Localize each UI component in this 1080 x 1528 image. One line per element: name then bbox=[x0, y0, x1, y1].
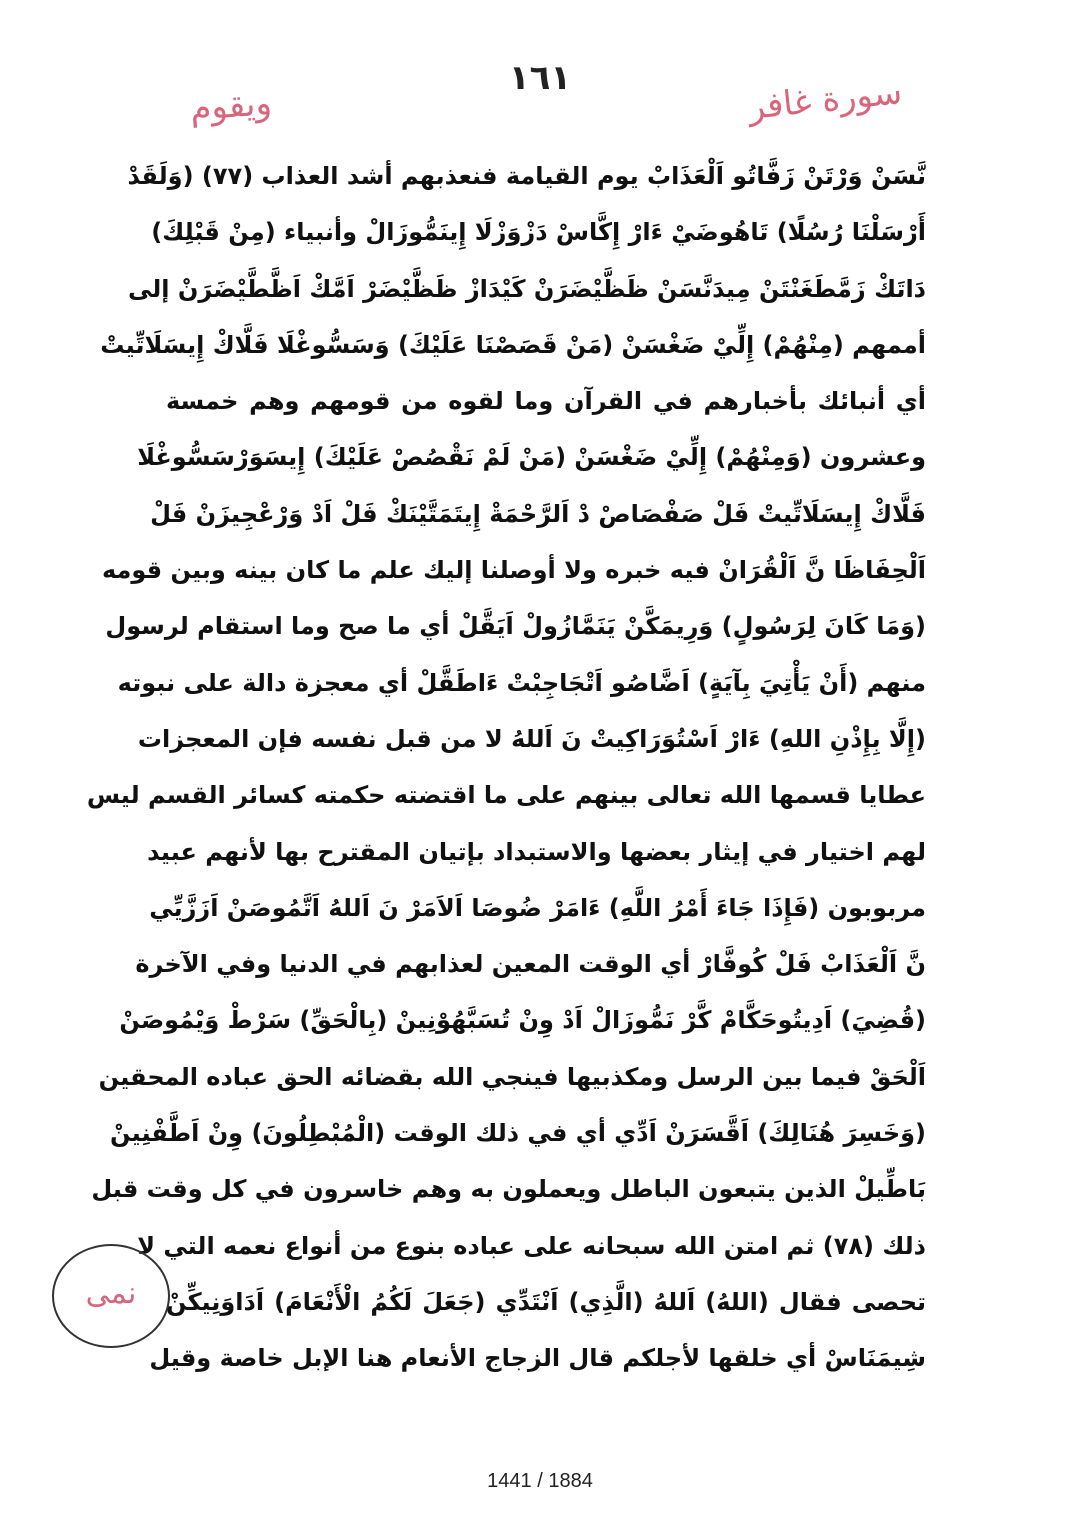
text-line-20: ذلك (٧٨) ثم امتن الله سبحانه على عباده بنوع من أنواع نعمه التي لا bbox=[137, 1231, 926, 1260]
page-number: ١٦١ bbox=[508, 58, 572, 98]
text-line-3: دَاتَكْ زَمَّطَغَنْتَنْ مِيدَنَّسَنْ ظَظَّيْضَرَنْ كَيْدَازْ ظَظَّيْضَرْ اَمَّكْ اَظَّطَّيْضَرَنْ إلى bbox=[128, 274, 926, 303]
text-line-5: أي أنبائك بأخبارهم في القرآن وما لقوه من قومهم وهم خمسة bbox=[166, 387, 926, 416]
text-line-21: تحصى فقال (اللهُ) اَللهُ (الَّذِي) اَنْتَدِّي (جَعَلَ لَكُمُ الْأَنْعَامَ) اَدَاوَنِيكِّنْ bbox=[166, 1287, 926, 1316]
text-line-6: وعشرون (وَمِنْهُمْ) إِلِّيْ ضَغْسَنْ (مَنْ لَمْ نَقْصُصْ عَلَيْكَ) إِيسَوَرْسَسُّوغْلَا bbox=[137, 443, 926, 472]
text-line-14: مربوبون (فَإِذَا جَاءَ أَمْرُ اللَّهِ) ءَامَرْ ضُوصَا اَلاَمَرْ نَ اَللهُ اَتَّمُوصَنْ اَزَزَّيِّي bbox=[149, 893, 926, 922]
text-line-4: أممهم (مِنْهُمْ) إِلِّيْ ضَغْسَنْ (مَنْ قَصَصْنَا عَلَيْكَ) وَسَسُّوغْلَا فَلَّاكْ إِيسَلَاتِّيتْ bbox=[100, 330, 926, 359]
margin-note-text: نمى bbox=[85, 1276, 137, 1311]
text-line-1: نَّسَنْ وَرْتَنْ زَفَّاتُو اَلْعَذَابْ يوم القيامة فنعذبهم أشد العذاب (٧٧) (وَلَقَدْ bbox=[127, 162, 926, 190]
handwritten-annotation-surah: سورة غافر bbox=[746, 72, 904, 128]
handwritten-annotation-left: ويقوم bbox=[188, 83, 273, 129]
margin-note-circle bbox=[52, 1244, 170, 1348]
text-line-11: (إِلَّا بِإِذْنِ اللهِ) ءَارْ اَسْتُوَرَاكِيتْ نَ اَللهُ لا من قبل نفسه فإن المعجزات bbox=[137, 724, 926, 753]
text-line-16: (قُضِيَ) اَدِيتُوحَكَّامْ كَّرْ نَمُّوزَالْ اَدْ وِنْ تُسَبَّهُوْنِينْ (بِالْحَقِّ) سَرْطْ وَيْمُوصَنْ bbox=[119, 1006, 926, 1035]
text-line-8: اَلْحِفَاظَا نَّ اَلْقُرَانْ فيه خبره ولا أوصلنا إليك علم ما كان بينه وبين قومه bbox=[101, 556, 926, 585]
page-counter-footer: 1441 / 1884 bbox=[487, 1470, 593, 1492]
text-line-12: عطايا قسمها الله تعالى بينهم على ما اقتضته حكمته كسائر القسم ليس bbox=[86, 781, 926, 810]
text-line-19: بَاطِّيلْ الذين يتبعون الباطل ويعملون به وهم خاسرون في كل وقت قبل bbox=[91, 1175, 926, 1204]
text-line-13: لهم اختيار في إيثار بعضها والاستبداد بإتيان المقترح بها لأنهم عبيد bbox=[147, 837, 926, 866]
text-line-10: منهم (أَنْ يَأْتِيَ بِآيَةٍ) اَضَّاصُو اَتْجَاجِبْتْ ءَاطَقَّلْ أي معجزة دالة على نبوته bbox=[117, 668, 926, 697]
text-line-17: اَلْحَقْ فيما بين الرسل ومكذبيها فينجي الله بقضائه الحق عباده المحقين bbox=[98, 1062, 926, 1091]
text-line-18: (وَخَسِرَ هُنَالِكَ) اَقَّسَرَنْ اَدِّي أي في ذلك الوقت (الْمُبْطِلُونَ) وِنْ اَطَّفْنِينْ bbox=[110, 1119, 926, 1148]
text-line-9: (وَمَا كَانَ لِرَسُولٍ) وَرِيمَكَّنْ يَنَمَّازُولْ اَيَقَّلْ أي ما صح وما استقام لرسول bbox=[105, 612, 926, 641]
text-line-15: نَّ اَلْعَذَابْ فَلْ كُوفَّارْ أي الوقت المعين لعذابهم في الدنيا وفي الآخرة bbox=[135, 950, 926, 979]
text-line-22: شِيمَنَاسْ أي خلقها لأجلكم قال الزجاج الأنعام هنا الإبل خاصة وقيل bbox=[149, 1344, 926, 1373]
text-line-2: أَرْسَلْنَا رُسُلًا) تَاهُوضَيْ ءَارْ إِكَّاسْ دَزْوَزْلَا إِينَمُّوزَالْ وأنبياء (مِنْ قَبْلِكَ) bbox=[151, 218, 926, 247]
text-line-7: فَلَّاكْ إِيسَلَاتِّيتْ فَلْ صَفْصَاصْ دْ اَلرَّحْمَةْ إِيتَمَتَّيْنَكْ فَلْ اَدْ وَرْعْجِيزَنْ فَلْ bbox=[150, 499, 926, 528]
